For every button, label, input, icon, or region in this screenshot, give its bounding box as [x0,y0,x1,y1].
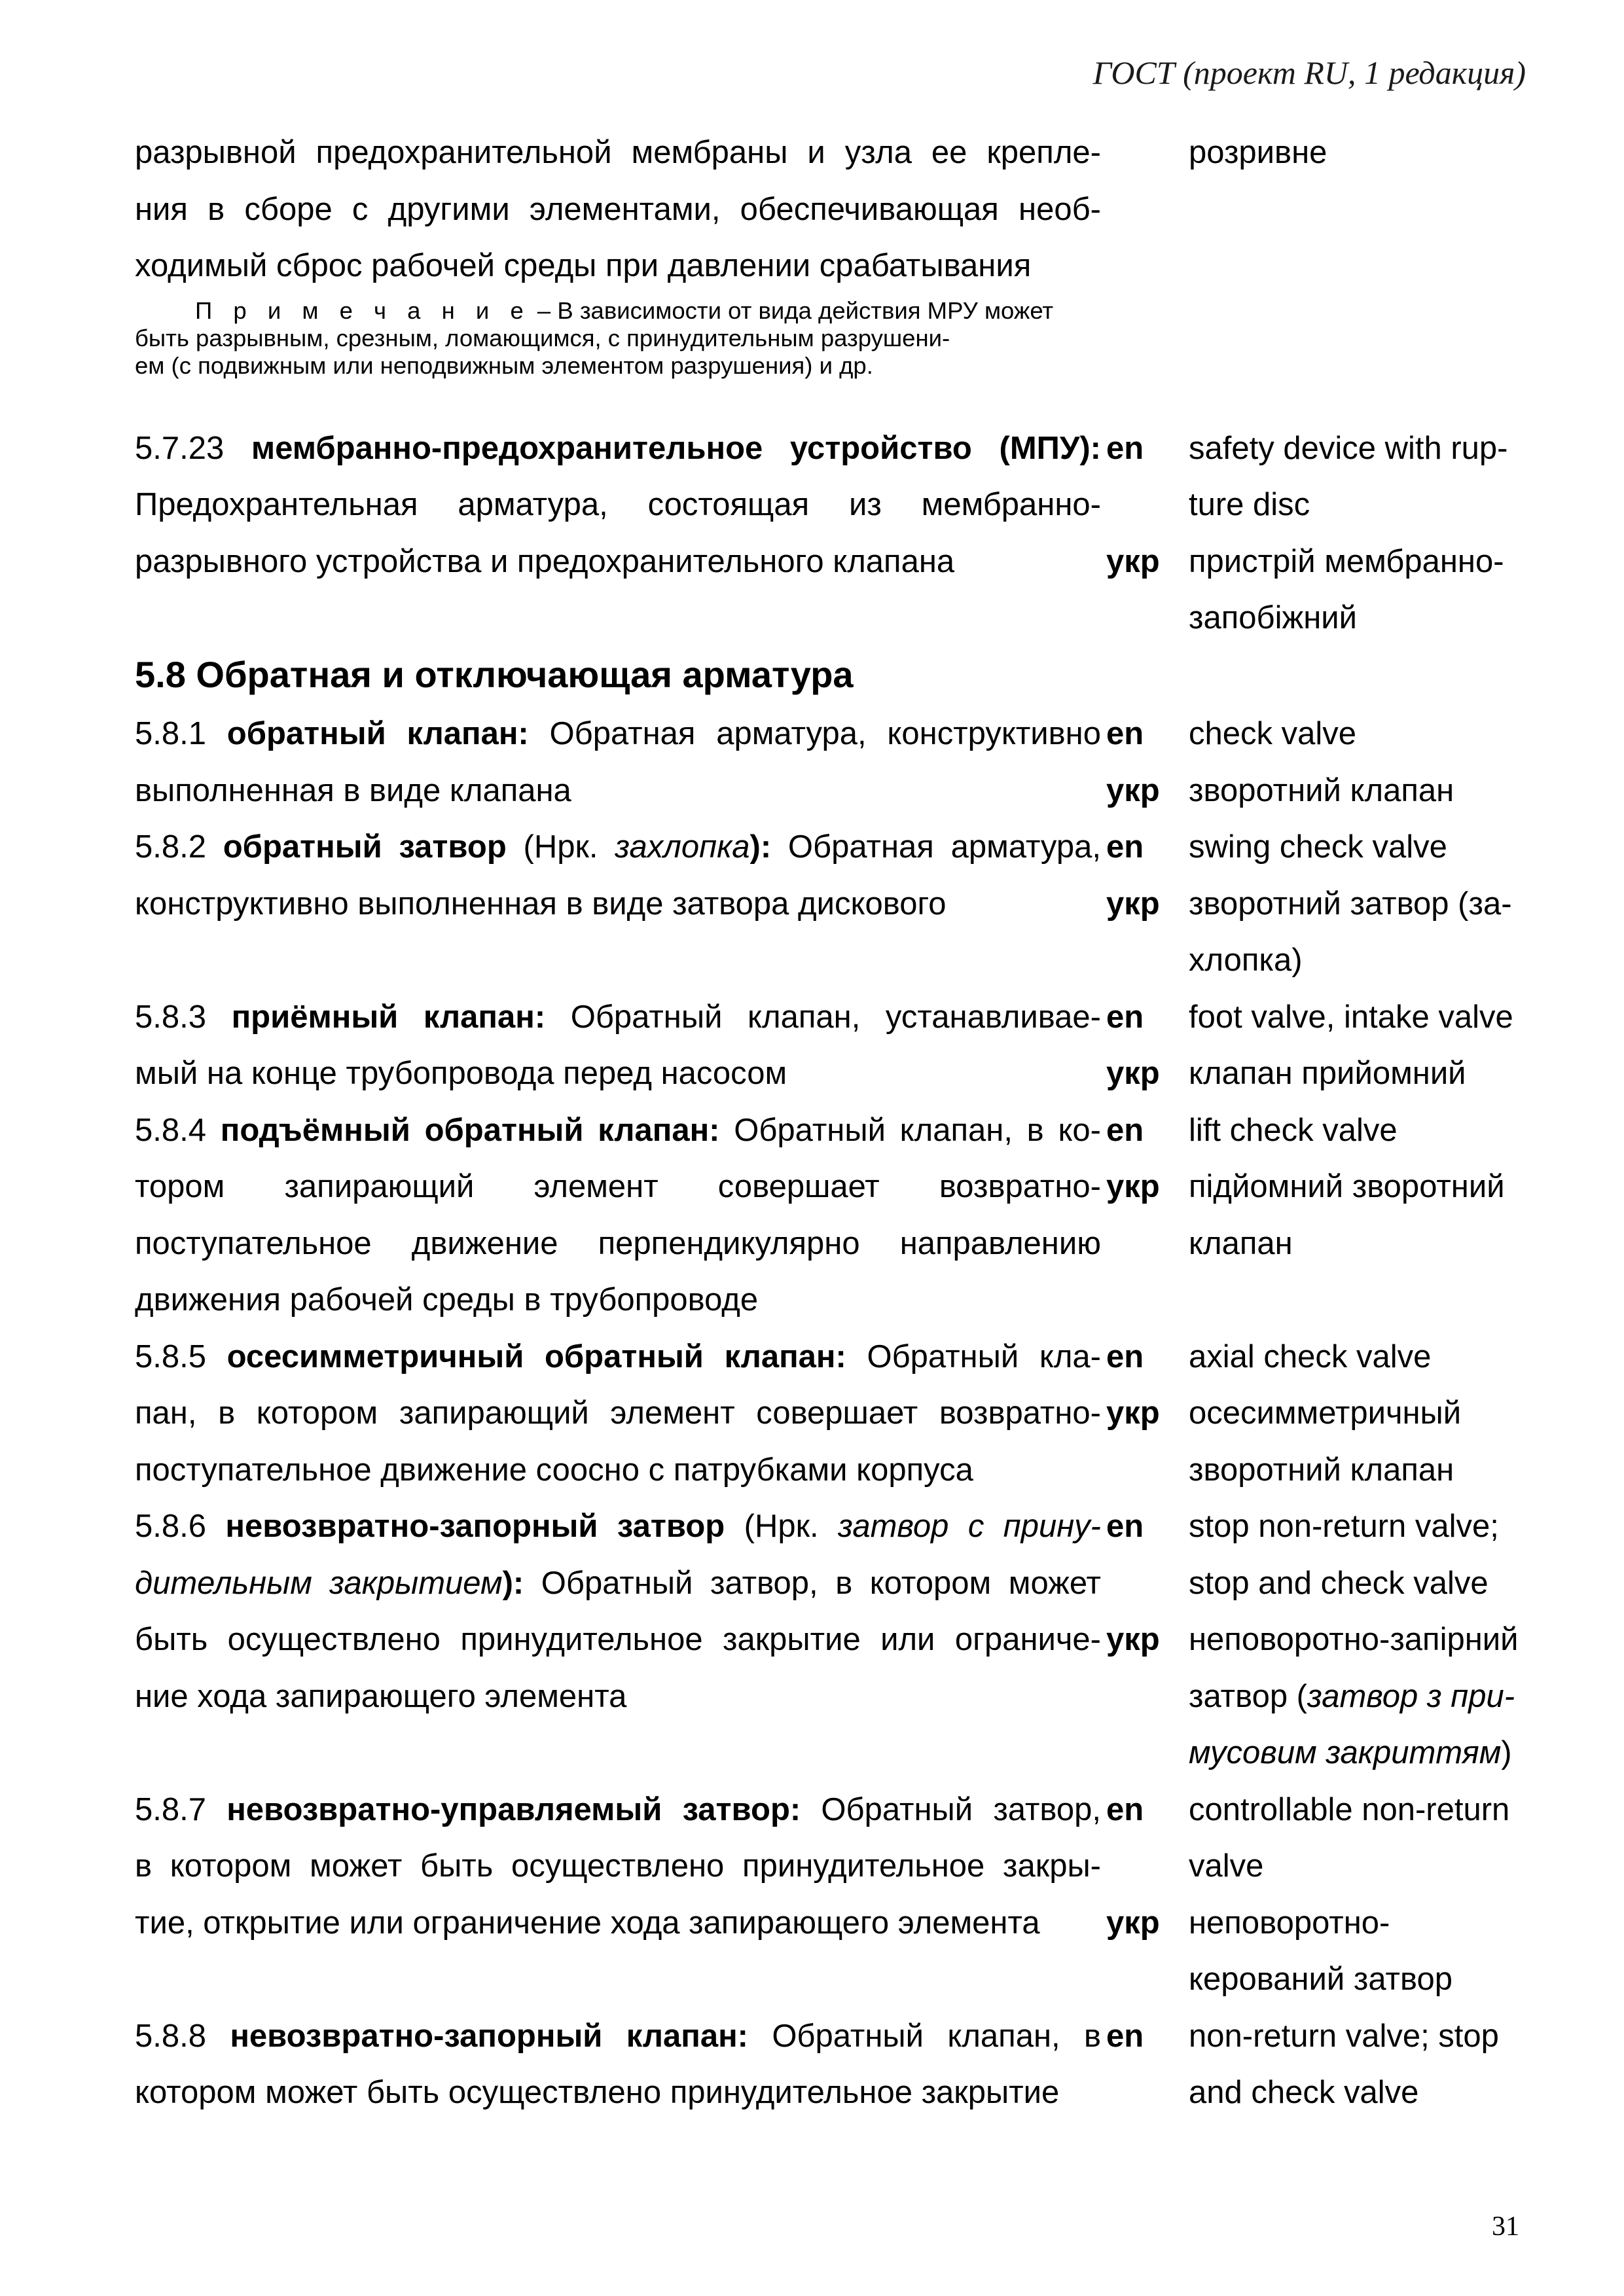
entry-5-8-7: 5.8.7 невозвратно-управляемый затвор: Обратный затвор, en controllable non-return [135,1791,1510,1827]
intro-line-1: разрывной предохранительной мембраны и узла ее крепле- розривне [135,135,1327,170]
entry-5-8-1: 5.8.1 обратный клапан: Обратная арматура, конструктивно en check valve [135,716,1357,751]
term-heading: осесимметричный обратный клапан: [226,1338,846,1374]
term-heading: невозвратно-запорный клапан: [230,2018,748,2054]
page-number: 31 [1492,2212,1519,2242]
translation-ukr: пристрій мембранно- [1189,543,1504,579]
term-heading: подъёмный обратный клапан: [220,1112,720,1148]
entry-5-8-6: 5.8.6 невозвратно-запорный затвор (Нрк. затвор с прину- en stop non-return valve; [135,1509,1499,1544]
term-heading: невозвратно-запорный затвор [225,1509,725,1544]
lang-ukr: укр [1106,543,1160,579]
entry-5-8-3: 5.8.3 приёмный клапан: Обратный клапан, устанавливае- en foot valve, intake valve [135,999,1513,1035]
note-text-1: – В зависимости от вида действия МРУ может [530,296,1054,324]
term-heading: обратный затвор [223,829,507,865]
note-text-3: ем (с подвижным или неподвижным элементом разрушения) и др. [135,351,873,379]
note-label: П р и м е ч а н и е [195,296,531,324]
entry-5-8-5: 5.8.5 осесимметричный обратный клапан: Обратный кла- en axial check valve [135,1338,1432,1374]
note [135,297,1101,380]
entry-5-8-2: 5.8.2 обратный затвор (Нрк. захлопка): Обратная арматура, en swing check valve [135,829,1447,865]
term-heading: приёмный клапан: [231,999,546,1035]
term-heading: обратный клапан: [226,716,529,751]
lang-en: en [1106,430,1144,466]
note-text-2: быть разрывным, срезным, ломающимся, с принудительным разрушени- [135,324,950,351]
document-body: разрывной предохранительной мембраны и узла ее крепле- розривне ния в сборе с другими элементами, обеспечивающая необ- ходимый сброс рабочей среды при давлении срабатывания П р и м е ч а н и е – В зависимости от вида действия МРУ может быть разрывным, срезным, ломающимся, с принудительным разрушени- ем (с подвижным или неподвижным элементом разрушения) и др. 5.7.23 мембранно-предохранительное устройство (МПУ): en safety device with rup- Предохрантельная арматура, состоящая из мембранно- ture disc разрывного устройства и предохранительного клапана укр пристрій мембранно- запобіжний 5.8 Обратная и отключающая арматура 5.8.1 обратный клапан: Обратная арматура, конструктивно en check valve выполненная в виде клапана укр зворотний клапан 5.8.2 обратный затвор (Нрк. захлопка): Обратная арматура, en swing check valve конструктивно выполненная в виде затвора дискового укр зворотний затвор (за- хлопка) 5.8.3 приёмный клапан: Обратный клапан, устанавливае- en foot valve, intake valve мый на конце трубопровода перед насосом укр клапан прийомний 5.8.4 подъёмный обратный клапан: Обратный клапан, в ко- en lift check valve тором запирающий элемент совершает возвратно- укр підйомний зворотний поступательное движение перпендикулярно направлению клапан движения рабочей среды в трубопроводе 5.8.5 осесимметричный обратный клапан: Обратный кла- en axial check valve пан, в котором запирающий элемент совершает возвратно- укр осесимметричный поступательное движение соосно с патрубками корпуса зворотний клапан 5.8.6 невозвратно-запорный затвор (Нрк. затвор с прину- en stop non-return valve; дительным закрытием): Обратный затвор, в котором может stop and check valve быть осуществлено принудительное закрытие или ограниче- укр неповоротно-запірний ние хода запирающего элемента затвор (затвор з при- мусовим закриттям) 5.8.7 невозвратно-управляемый затвор: Обратный затвор, en controllable non-return в котором может быть осуществлено принудительное закры- valve тие, открытие или ограничение хода запирающего элемента укр неповоротно- керований затвор 5.8.8 невозвратно-запорный клапан: Обратный клапан, в en non-return valve; stop котором может быть осуществлено принудительное закрытие and check valve [135,124,1536,2121]
document-header: ГОСТ (проект RU, 1 редакция) [1092,54,1526,91]
section-heading: 5.8 Обратная и отключающая арматура [135,653,854,695]
entry-5-8-8: 5.8.8 невозвратно-запорный клапан: Обратный клапан, в en non-return valve; stop [135,2018,1499,2054]
translation-en: safety device with rup- [1189,430,1508,466]
entry-5-8-4: 5.8.4 подъёмный обратный клапан: Обратный клапан, в ко- en lift check valve [135,1112,1398,1148]
intro-line-2: ния в сборе с другими элементами, обеспечивающая необ- [135,191,1101,227]
entry-5-7-23: 5.7.23 мембранно-предохранительное устройство (МПУ): en safety device with rup- [135,420,1536,477]
term-heading: мембранно-предохранительное устройство (МПУ): [251,430,1101,466]
intro-line-3: ходимый сброс рабочей среды при давлении срабатывания [135,248,1032,283]
term-heading: невозвратно-управляемый затвор: [226,1791,801,1827]
